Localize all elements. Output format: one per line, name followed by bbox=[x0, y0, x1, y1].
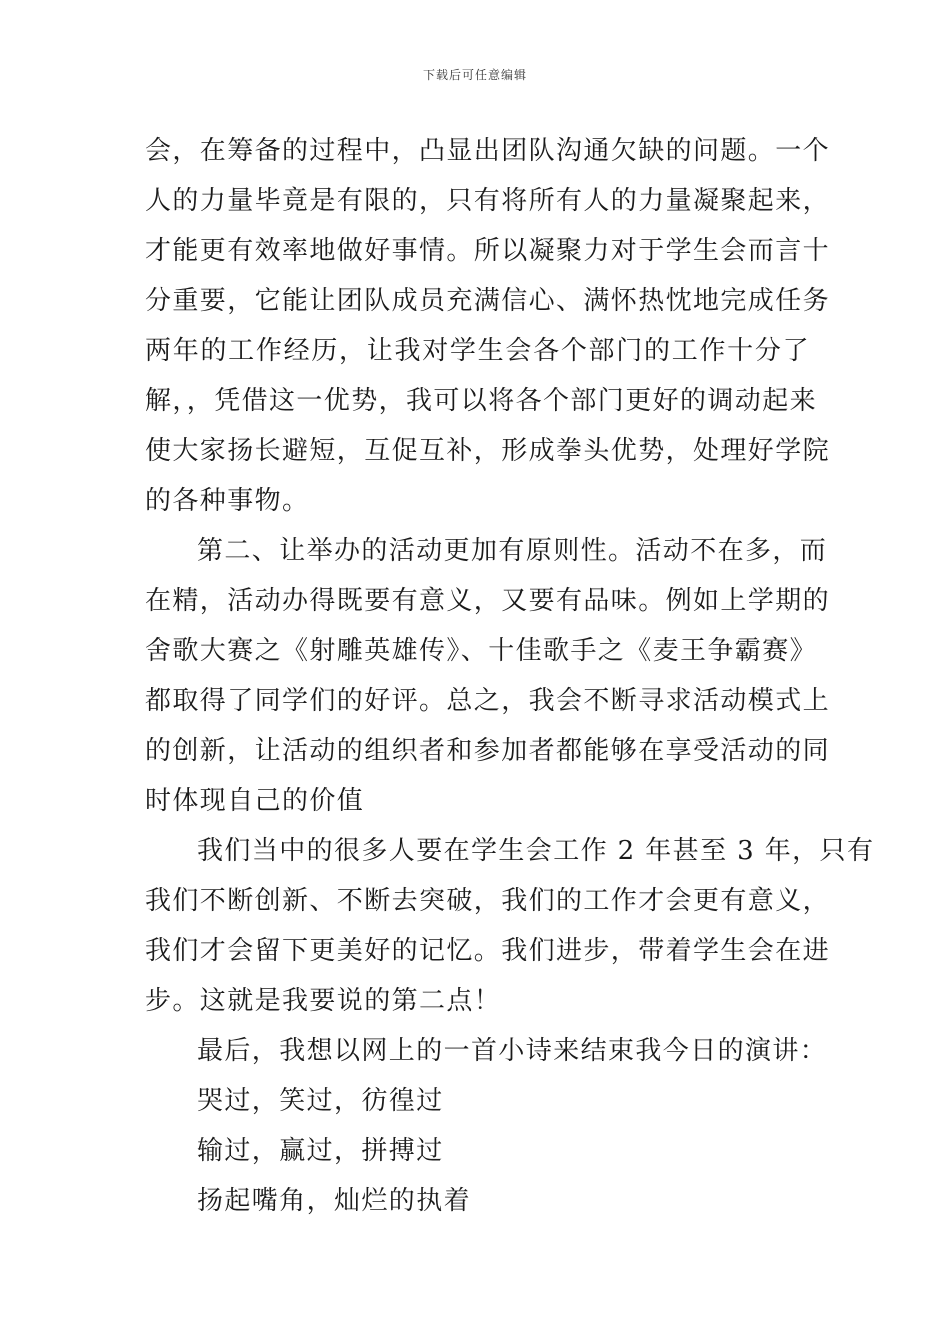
paragraph-line: 我们才会留下更美好的记忆。我们进步，带着学生会在进 bbox=[145, 936, 831, 966]
paragraph-line: 才能更有效率地做好事情。所以凝聚力对于学生会而言十 bbox=[145, 236, 831, 266]
paragraph-line: 人的力量毕竟是有限的，只有将所有人的力量凝聚起来， bbox=[145, 186, 831, 216]
paragraph-line: 舍歌大赛之《射雕英雄传》、十佳歌手之《麦王争霸赛》 bbox=[145, 636, 818, 666]
poem-line: 扬起嘴角，灿烂的执着 bbox=[197, 1186, 472, 1216]
document-body bbox=[145, 126, 875, 1226]
paragraph-line: 第二、让举办的活动更加有原则性。活动不在多，而 bbox=[197, 536, 828, 566]
poem-line: 哭过，笑过，彷徨过 bbox=[197, 1086, 444, 1116]
paragraph-line: 最后，我想以网上的一首小诗来结束我今日的演讲： bbox=[197, 1036, 828, 1066]
poem-line: 输过，赢过，拼搏过 bbox=[197, 1136, 444, 1166]
paragraph-line: 都取得了同学们的好评。总之，我会不断寻求活动模式上 bbox=[145, 686, 831, 716]
paragraph-line: 会，在筹备的过程中，凸显出团队沟通欠缺的问题。一个 bbox=[145, 136, 831, 166]
paragraph-line: 两年的工作经历，让我对学生会各个部门的工作十分了 bbox=[145, 336, 810, 366]
paragraph-line: 步。这就是我要说的第二点！ bbox=[145, 986, 502, 1016]
paragraph-line: 我们不断创新、不断去突破，我们的工作才会更有意义， bbox=[145, 886, 831, 916]
paragraph-line: 我们当中的很多人要在学生会工作 2 年甚至 3 年，只有 bbox=[197, 836, 875, 866]
paragraph-line: 解，，凭借这一优势，我可以将各个部门更好的调动起来 bbox=[145, 386, 818, 416]
paragraph-line: 的创新，让活动的组织者和参加者都能够在享受活动的同 bbox=[145, 736, 831, 766]
paragraph-line: 时体现自己的价值 bbox=[145, 786, 365, 816]
paragraph-line: 在精，活动办得既要有意义，又要有品味。例如上学期的 bbox=[145, 586, 831, 616]
paragraph-line: 的各种事物。 bbox=[145, 486, 310, 516]
page-header-note: 下载后可任意编辑 bbox=[422, 68, 527, 82]
paragraph-line: 使大家扬长避短，互促互补，形成拳头优势，处理好学院 bbox=[145, 436, 831, 466]
paragraph-line: 分重要，它能让团队成员充满信心、满怀热忱地完成任务 bbox=[145, 286, 831, 316]
